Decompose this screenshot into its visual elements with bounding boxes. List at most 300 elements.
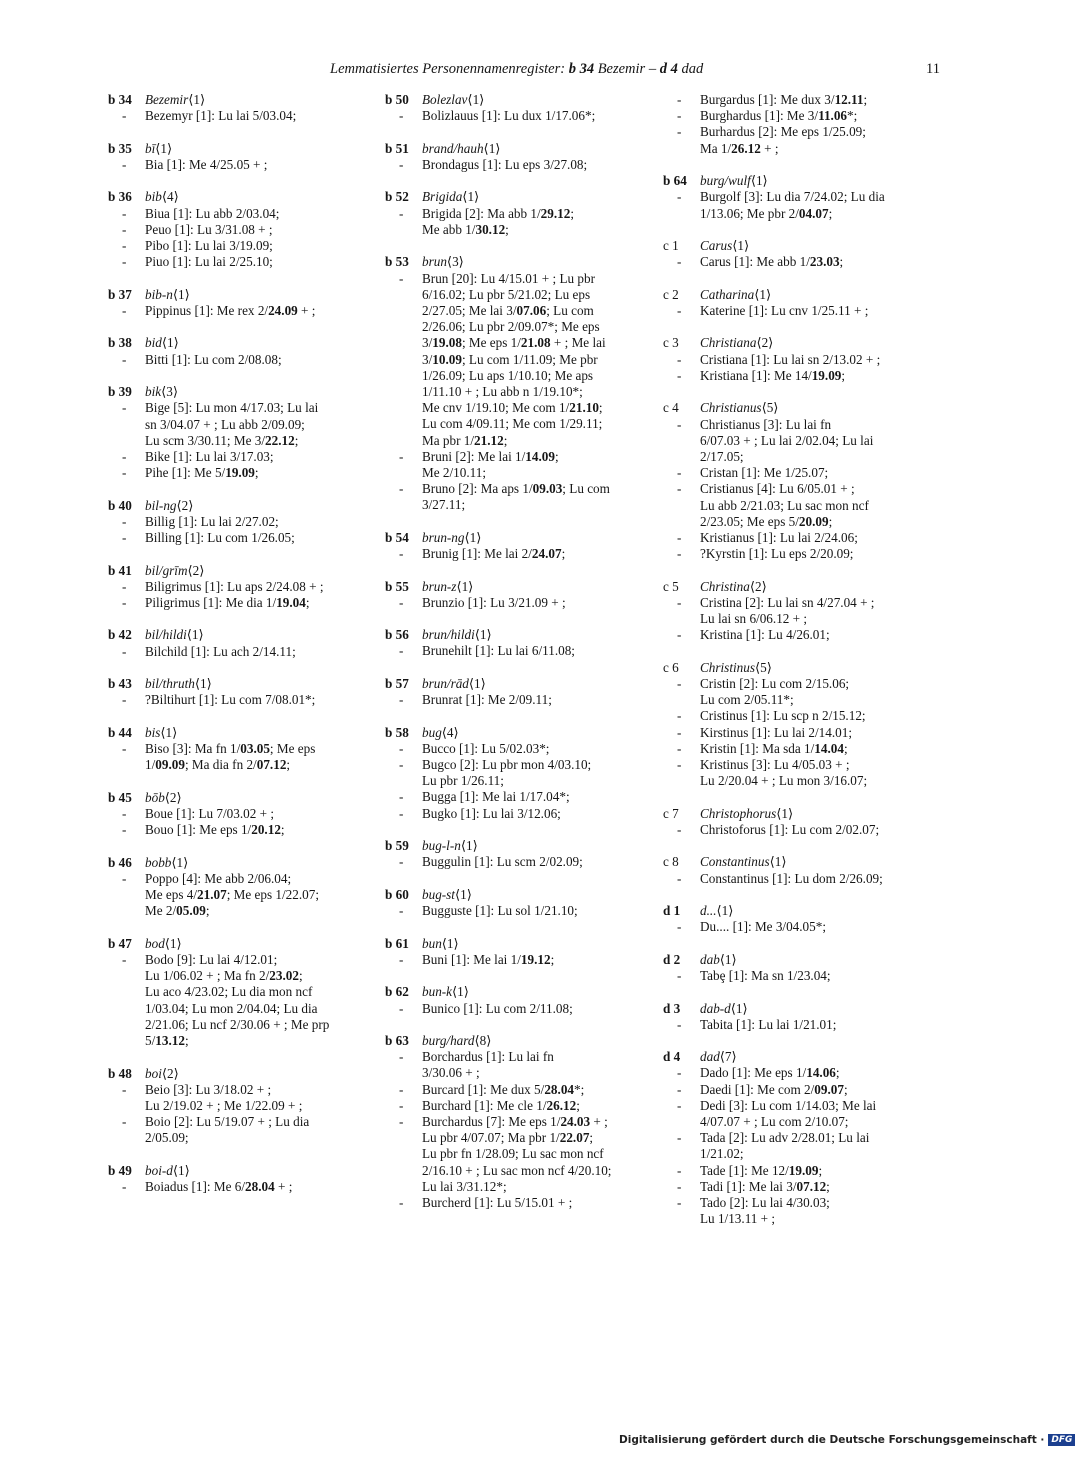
entry-heading (663, 952, 929, 968)
bold-date: 03.05 (240, 741, 270, 757)
dash-marker: - (122, 205, 127, 221)
register-entry (385, 530, 645, 562)
bold-date: 21.08 (520, 335, 551, 351)
continuation-line (663, 498, 929, 514)
citation-text: Christianus [3]: Lu lai fn (700, 416, 832, 432)
citation-text: Lu aco 4/23.02; Lu dia mon ncf (145, 984, 313, 1000)
entry-code: b 40 (108, 497, 132, 513)
citation-text: Pippinus [1]: Me rex 2/24.09 + ; (145, 302, 316, 318)
citation-text: 3/30.06 + ; (422, 1065, 480, 1081)
entry-code: c 3 (663, 335, 679, 351)
continuation-line (385, 1179, 645, 1195)
citation-text: Kirstinus [1]: Lu lai 2/14.01; (700, 724, 853, 740)
entry-lemma: bug-st (422, 886, 455, 902)
entry-lemma: brun (422, 254, 447, 270)
dash-marker: - (399, 108, 404, 124)
entry-heading (385, 676, 645, 692)
citation-text: 3/19.08; Me eps 1/21.08 + ; Me lai (422, 335, 606, 351)
citation-text: Burgolf [3]: Lu dia 7/24.02; Lu dia (700, 189, 885, 205)
citation-text: 1/26.09; Lu aps 1/10.10; Me aps (422, 367, 594, 383)
name-form-line (663, 546, 929, 562)
dash-marker: - (677, 594, 682, 610)
citation-text: Du.... [1]: Me 3/04.05*; (700, 919, 827, 935)
register-entry (108, 335, 366, 367)
bold-date: 07.12 (796, 1178, 827, 1194)
citation-text: Bike [1]: Lu lai 3/17.03; (145, 448, 274, 464)
citation-text: 6/16.02; Lu pbr 5/21.02; Lu eps (422, 286, 591, 302)
citation-text: Bilchild [1]: Lu ach 2/14.11; (145, 643, 296, 659)
entry-count: ⟨1⟩ (155, 140, 173, 156)
name-form-line (385, 1098, 645, 1114)
dash-marker: - (122, 400, 127, 416)
entry-heading (108, 141, 366, 157)
entry-count: ⟨1⟩ (160, 724, 178, 740)
name-form-line (108, 303, 366, 319)
name-form-line (385, 271, 645, 287)
citation-text: Bia [1]: Me 4/25.05 + ; (145, 156, 268, 172)
entry-code: c 4 (663, 400, 679, 416)
name-form-line (108, 530, 366, 546)
dfg-logo[interactable]: DFG (1048, 1434, 1075, 1446)
entry-lemma: bil-ng (145, 497, 177, 513)
entry-count: ⟨1⟩ (452, 984, 469, 1000)
dash-marker: - (399, 1000, 404, 1016)
citation-text: Ma 1/26.12 + ; (700, 140, 779, 156)
bold-date: 22.07 (559, 1130, 590, 1146)
name-form-line (108, 514, 366, 530)
citation-text: 3/27.11; (422, 497, 466, 513)
name-form-line (663, 676, 929, 692)
entry-lemma: Christina (700, 578, 750, 594)
citation-text: 1/13.06; Me pbr 2/04.07; (700, 205, 833, 221)
entry-heading (385, 725, 645, 741)
name-form-line (663, 124, 929, 140)
citation-text: ?Biltihurt [1]: Lu com 7/08.01*; (145, 692, 316, 708)
citation-text: Burchard [1]: Me cle 1/26.12; (422, 1097, 580, 1113)
bold-date: 19.09 (788, 1162, 819, 1178)
bold-date: 20.12 (251, 822, 281, 838)
entry-lemma: Constantinus (700, 854, 770, 870)
name-form-line (663, 1017, 929, 1033)
dash-marker: - (122, 951, 127, 967)
name-form-line (385, 1195, 645, 1211)
continuation-line (385, 497, 645, 513)
entry-count: ⟨2⟩ (749, 578, 767, 594)
entry-code: b 34 (108, 92, 132, 107)
dash-marker: - (399, 481, 404, 497)
citation-text: Billig [1]: Lu lai 2/27.02; (145, 513, 279, 529)
entry-heading (385, 984, 645, 1000)
citation-text: Lu com 2/05.11*; (700, 692, 794, 708)
citation-text: Me 2/10.11; (422, 464, 486, 480)
register-entry (385, 725, 645, 822)
continuation-line (385, 303, 645, 319)
citation-text: 2/21.06; Lu ncf 2/30.06 + ; Me prp (145, 1016, 330, 1032)
entry-lemma: Christinus (700, 659, 755, 675)
citation-text: Bugguste [1]: Lu sol 1/21.10; (422, 903, 578, 919)
register-column-3 (663, 92, 929, 1244)
name-form-line (663, 968, 929, 984)
register-entry (385, 984, 645, 1016)
name-form-line (385, 157, 645, 173)
entry-code: c 5 (663, 578, 679, 594)
citation-text: 3/10.09; Lu com 1/11.09; Me pbr (422, 351, 598, 367)
entry-lemma: Christianus (700, 400, 762, 416)
citation-text: 6/07.03 + ; Lu lai 2/02.04; Lu lai (700, 432, 874, 448)
continuation-line (385, 400, 645, 416)
citation-text: Bugco [2]: Lu pbr mon 4/03.10; (422, 757, 592, 773)
citation-text: Piligrimus [1]: Me dia 1/19.04; (145, 594, 310, 610)
entry-lemma: dab (700, 951, 720, 967)
dash-marker: - (399, 1114, 404, 1130)
dash-marker: - (399, 156, 404, 172)
continuation-line (108, 1033, 366, 1049)
bold-date: 19.12 (520, 951, 551, 967)
register-entry (108, 627, 366, 659)
continuation-line (663, 692, 929, 708)
entry-code: b 39 (108, 384, 132, 400)
entry-code: b 57 (385, 675, 409, 691)
register-entry (108, 189, 366, 270)
entry-code: b 62 (385, 984, 409, 1000)
name-form-line (385, 206, 645, 222)
digitization-footer (619, 1434, 1075, 1446)
dash-marker: - (677, 1178, 682, 1194)
header-title: Lemmatisiertes Personennamenregister: (330, 61, 569, 77)
dash-marker: - (677, 627, 682, 643)
name-form-line (385, 692, 645, 708)
dash-marker: - (399, 740, 404, 756)
entry-count: ⟨1⟩ (161, 335, 179, 351)
citation-text: Tada [2]: Lu adv 2/28.01; Lu lai (700, 1130, 870, 1146)
register-entry (663, 400, 929, 562)
entry-count: ⟨1⟩ (719, 951, 737, 967)
entry-code: b 51 (385, 140, 409, 156)
entry-lemma: bis (145, 724, 161, 740)
name-form-line (108, 222, 366, 238)
citation-text: Me eps 4/21.07; Me eps 1/22.07; (145, 887, 319, 903)
entry-count: ⟨1⟩ (454, 886, 472, 902)
page-number: 11 (926, 61, 940, 77)
name-form-line (663, 1065, 929, 1081)
continuation-line (385, 1146, 645, 1162)
entry-code: c 2 (663, 286, 679, 302)
name-form-line (385, 903, 645, 919)
name-form-line (663, 108, 929, 124)
continuation-line (663, 773, 929, 789)
register-entry (108, 384, 366, 481)
entry-code: b 60 (385, 886, 409, 902)
dash-marker: - (122, 643, 127, 659)
name-form-line (385, 1049, 645, 1065)
entry-count: ⟨3⟩ (161, 384, 179, 400)
entry-heading (108, 92, 366, 108)
name-form-line (663, 627, 929, 643)
citation-text: ?Kyrstin [1]: Lu eps 2/20.09; (700, 546, 854, 562)
entry-lemma: bun (422, 935, 442, 951)
continuation-line (108, 984, 366, 1000)
name-form-line (663, 1082, 929, 1098)
entry-lemma: bik (145, 384, 162, 400)
entry-heading (663, 660, 929, 676)
name-form-line (385, 1082, 645, 1098)
register-entry (385, 141, 645, 173)
citation-text: Boiadus [1]: Me 6/28.04 + ; (145, 1179, 293, 1195)
name-form-line (385, 1001, 645, 1017)
dash-marker: - (399, 757, 404, 773)
entry-heading (663, 1001, 929, 1017)
citation-text: 4/07.07 + ; Lu com 2/10.07; (700, 1114, 849, 1130)
citation-text: Cristiana [1]: Lu lai sn 2/13.02 + ; (700, 351, 881, 367)
continuation-line (385, 287, 645, 303)
name-form-line (385, 806, 645, 822)
entry-heading (663, 335, 929, 351)
entry-code: b 54 (385, 529, 409, 545)
continuation-line (663, 1211, 929, 1227)
name-form-line (385, 952, 645, 968)
entry-code: c 7 (663, 805, 679, 821)
dash-marker: - (677, 367, 682, 383)
name-form-line (663, 708, 929, 724)
citation-text: 1/09.09; Ma dia fn 2/07.12; (145, 757, 291, 773)
name-form-line (108, 822, 366, 838)
citation-text: Constantinus [1]: Lu dom 2/26.09; (700, 870, 883, 886)
dash-marker: - (399, 546, 404, 562)
citation-text: Cristianus [4]: Lu 6/05.01 + ; (700, 481, 855, 497)
entry-count: ⟨2⟩ (187, 562, 205, 578)
register-entry (663, 854, 929, 886)
name-form-line (108, 465, 366, 481)
entry-lemma: brun-z (422, 578, 457, 594)
name-form-line (385, 449, 645, 465)
citation-text: Billing [1]: Lu com 1/26.05; (145, 530, 295, 546)
dash-marker: - (399, 805, 404, 821)
entry-count: ⟨1⟩ (732, 238, 750, 254)
dash-marker: - (399, 205, 404, 221)
citation-text: Bezemyr [1]: Lu lai 5/03.04; (145, 108, 297, 124)
bold-date: 20.09 (798, 513, 829, 529)
name-form-line (108, 952, 366, 968)
continuation-line (108, 757, 366, 773)
register-entry (108, 498, 366, 547)
name-form-line (385, 108, 645, 124)
name-form-line (108, 1082, 366, 1098)
citation-text: Tabȩ [1]: Ma sn 1/23.04; (700, 968, 831, 983)
entry-code: b 43 (108, 676, 132, 692)
citation-text: Burgardus [1]: Me dux 3/12.11; (700, 92, 868, 107)
dash-marker: - (122, 1081, 127, 1097)
entry-count: ⟨1⟩ (462, 189, 480, 205)
citation-text: Tade [1]: Me 12/19.09; (700, 1162, 823, 1178)
entry-count: ⟨1⟩ (172, 286, 190, 302)
entry-heading (385, 530, 645, 546)
header-code-end: d 4 (659, 61, 678, 77)
running-header (330, 61, 703, 78)
entry-heading (385, 579, 645, 595)
dash-marker: - (399, 1195, 404, 1211)
name-form-line (108, 400, 366, 416)
citation-text: Bouo [1]: Me eps 1/20.12; (145, 822, 285, 838)
entry-count: ⟨5⟩ (761, 400, 779, 416)
bold-date: 19.08 (432, 335, 462, 351)
entry-heading (108, 335, 366, 351)
entry-code: b 45 (108, 789, 132, 805)
bold-date: 07.12 (256, 757, 287, 773)
dash-marker: - (677, 675, 682, 691)
entry-count: ⟨1⟩ (716, 903, 734, 919)
name-form-line (663, 481, 929, 497)
register-entry (663, 92, 929, 157)
entry-lemma: Christiana (700, 335, 757, 351)
register-entry (385, 579, 645, 611)
continuation-line (663, 206, 929, 222)
entry-count: ⟨1⟩ (769, 854, 787, 870)
dash-marker: - (122, 805, 127, 821)
name-form-line (663, 1163, 929, 1179)
entry-heading (385, 887, 645, 903)
entry-count: ⟨1⟩ (754, 286, 772, 302)
bold-date: 13.12 (155, 1033, 185, 1048)
entry-lemma: bun-k (422, 984, 453, 1000)
entry-code: d 4 (663, 1049, 681, 1065)
dash-marker: - (399, 903, 404, 919)
citation-text: Burcherd [1]: Lu 5/15.01 + ; (422, 1195, 573, 1211)
dash-marker: - (677, 302, 682, 318)
entry-count: ⟨1⟩ (186, 627, 204, 643)
citation-text: Biua [1]: Lu abb 2/03.04; (145, 205, 280, 221)
name-form-line (663, 92, 929, 108)
continuation-line (385, 1130, 645, 1146)
citation-text: Kristina [1]: Lu 4/26.01; (700, 627, 830, 643)
bold-date: 28.04 (544, 1081, 574, 1097)
bold-date: 21.10 (569, 400, 599, 416)
register-entry (663, 173, 929, 222)
citation-text: Brunehilt [1]: Lu lai 6/11.08; (422, 643, 575, 659)
name-form-line (663, 254, 929, 270)
name-form-line (663, 822, 929, 838)
dash-marker: - (122, 513, 127, 529)
entry-heading (108, 790, 366, 806)
entry-lemma: Catharina (700, 286, 755, 302)
citation-text: Buni [1]: Me lai 1/19.12; (422, 951, 555, 967)
dash-marker: - (122, 530, 127, 546)
entry-count: ⟨1⟩ (456, 578, 474, 594)
citation-text: Brondagus [1]: Lu eps 3/27.08; (422, 156, 588, 172)
citation-text: 2/17.05; (700, 448, 744, 464)
citation-text: Bruno [2]: Ma aps 1/09.03; Lu com (422, 481, 610, 497)
dash-marker: - (677, 870, 682, 886)
continuation-line (108, 1017, 366, 1033)
entry-code: b 47 (108, 935, 132, 951)
citation-text: Boio [2]: Lu 5/19.07 + ; Lu dia (145, 1114, 310, 1130)
register-entry (108, 563, 366, 612)
bold-date: 19.04 (276, 594, 306, 610)
entry-lemma: Bolezlav (422, 92, 468, 107)
dash-marker: - (122, 578, 127, 594)
entry-code: b 44 (108, 724, 132, 740)
citation-text: Lu pbr 4/07.07; Ma pbr 1/22.07; (422, 1130, 594, 1146)
entry-count: ⟨2⟩ (161, 1065, 179, 1081)
register-entry (385, 1033, 645, 1211)
bold-date: 04.07 (798, 205, 829, 221)
citation-text: Poppo [4]: Me abb 2/06.04; (145, 870, 292, 886)
citation-text: Lu pbr 1/26.11; (422, 773, 504, 789)
header-name-start: Bezemir – (594, 61, 660, 77)
entry-heading (108, 563, 366, 579)
dash-marker: - (122, 351, 127, 367)
entry-heading (663, 854, 929, 870)
name-form-line (108, 108, 366, 124)
register-entry (108, 1163, 366, 1195)
name-form-line (385, 1114, 645, 1130)
bold-date: 19.09 (811, 367, 842, 383)
entry-count: ⟨1⟩ (467, 92, 485, 107)
register-entry (663, 660, 929, 790)
dash-marker: - (122, 594, 127, 610)
citation-text: 2/27.05; Me lai 3/07.06; Lu com (422, 302, 594, 318)
entry-code: b 42 (108, 627, 132, 643)
continuation-line (108, 1130, 366, 1146)
register-entry (108, 287, 366, 319)
dash-marker: - (677, 416, 682, 432)
citation-text: Brun [20]: Lu 4/15.01 + ; Lu pbr (422, 270, 595, 286)
name-form-line (108, 1179, 366, 1195)
citation-text: Me cnv 1/19.10; Me com 1/21.10; (422, 400, 603, 416)
continuation-line (385, 773, 645, 789)
entry-heading (663, 287, 929, 303)
citation-text: Lu lai sn 6/06.12 + ; (700, 611, 808, 627)
continuation-line (385, 368, 645, 384)
citation-text: 2/26.06; Lu pbr 2/09.07*; Me eps (422, 319, 600, 335)
entry-heading (108, 287, 366, 303)
entry-lemma: bod (145, 935, 165, 951)
entry-count: ⟨4⟩ (161, 189, 179, 205)
dash-marker: - (677, 1081, 682, 1097)
dash-marker: - (399, 594, 404, 610)
footer-text: Digitalisierung gefördert durch die Deutsche Forschungsgemeinschaft · (619, 1434, 1045, 1446)
dash-marker: - (677, 465, 682, 481)
entry-lemma: brun-ng (422, 529, 465, 545)
entry-count: ⟨1⟩ (464, 529, 482, 545)
bold-date: 19.09 (225, 465, 255, 481)
dash-marker: - (677, 92, 682, 107)
register-entry (663, 952, 929, 984)
bold-date: 09.09 (155, 757, 185, 773)
citation-text: 2/05.09; (145, 1130, 189, 1146)
entry-count: ⟨1⟩ (171, 854, 189, 870)
entry-lemma: dad (700, 1049, 720, 1065)
header-code-start: b 34 (568, 61, 595, 77)
citation-text: Cristinus [1]: Lu scp n 2/15.12; (700, 708, 866, 724)
name-form-line (108, 595, 366, 611)
bold-date: 23.03 (809, 254, 840, 270)
entry-heading (385, 936, 645, 952)
dash-marker: - (122, 448, 127, 464)
dash-marker: - (399, 854, 404, 870)
citation-text: 2/16.10 + ; Lu sac mon ncf 4/20.10; (422, 1162, 612, 1178)
name-form-line (663, 1195, 929, 1211)
dash-marker: - (122, 822, 127, 838)
register-entry (385, 676, 645, 708)
citation-text: sn 3/04.07 + ; Lu abb 2/09.09; (145, 416, 305, 432)
name-form-line (663, 530, 929, 546)
continuation-line (108, 417, 366, 433)
entry-heading (108, 725, 366, 741)
entry-heading (108, 498, 366, 514)
register-entry (385, 887, 645, 919)
citation-text: 1/03.04; Lu mon 2/04.04; Lu dia (145, 1000, 318, 1016)
bold-date: 05.09 (176, 903, 206, 919)
